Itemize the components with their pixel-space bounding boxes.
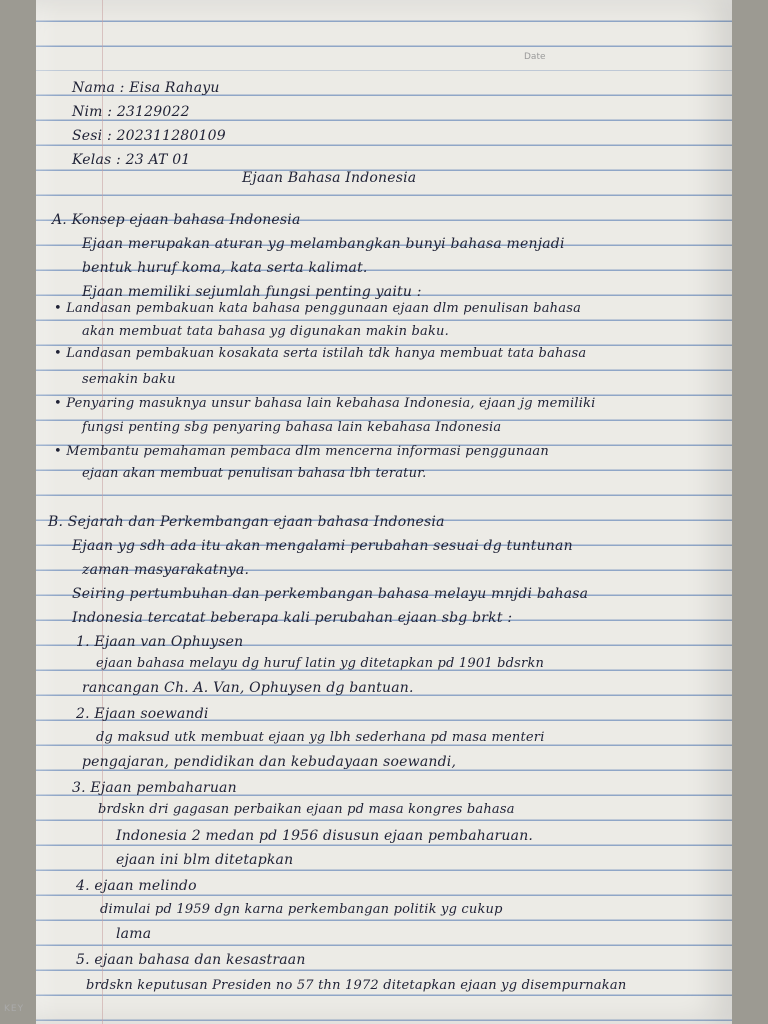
section-a-heading: A. Konsep ejaan bahasa Indonesia bbox=[52, 212, 301, 228]
section-b-subheading: 3. Ejaan pembaharuan bbox=[72, 780, 237, 796]
section-b-line: dg maksud utk membuat ejaan yg lbh sederhana pd masa menteri bbox=[96, 730, 545, 745]
notebook-page bbox=[36, 0, 732, 1024]
section-b-line: Seiring pertumbuhan dan perkembangan bahasa melayu mnjdi bahasa bbox=[72, 586, 589, 602]
section-a-line: Ejaan memiliki sejumlah fungsi penting yaitu : bbox=[82, 284, 422, 300]
bleed-through-text bbox=[606, 60, 756, 210]
section-b-line: Ejaan yg sdh ada itu akan mengalami perubahan sesuai dg tuntunan bbox=[72, 538, 573, 554]
section-b-line: ejaan bahasa melayu dg huruf latin yg ditetapkan pd 1901 bdsrkn bbox=[96, 656, 545, 671]
section-b-line: rancangan Ch. A. Van, Ophuysen dg bantuan. bbox=[82, 680, 414, 696]
section-a-line: Ejaan merupakan aturan yg melambangkan bunyi bahasa menjadi bbox=[82, 236, 565, 252]
page-title: Ejaan Bahasa Indonesia bbox=[242, 170, 417, 186]
student-class: Kelas : 23 AT 01 bbox=[72, 152, 191, 168]
section-a-line: ejaan akan membuat penulisan bahasa lbh teratur. bbox=[82, 466, 427, 481]
section-b-line: Indonesia tercatat beberapa kali perubahan ejaan sbg brkt : bbox=[72, 610, 513, 626]
section-a-bullet: • Landasan pembakuan kosakata serta istilah tdk hanya membuat tata bahasa bbox=[54, 346, 587, 361]
section-b-heading: B. Sejarah dan Perkembangan ejaan bahasa Indonesia bbox=[48, 514, 445, 530]
section-b-line: zaman masyarakatnya. bbox=[82, 562, 250, 578]
date-label: Date bbox=[524, 52, 546, 62]
section-a-bullet: • Penyaring masuknya unsur bahasa lain kebahasa Indonesia, ejaan jg memiliki bbox=[54, 396, 596, 411]
watermark: KEY bbox=[4, 1004, 25, 1014]
section-b-subheading: 5. ejaan bahasa dan kesastraan bbox=[76, 952, 306, 968]
section-b-line: lama bbox=[116, 926, 152, 942]
section-a-line: semakin baku bbox=[82, 372, 176, 387]
student-nim: Nim : 23129022 bbox=[72, 104, 190, 120]
section-b-line: dimulai pd 1959 dgn karna perkembangan politik yg cukup bbox=[100, 902, 503, 917]
section-b-line: ejaan ini blm ditetapkan bbox=[116, 852, 294, 868]
section-b-subheading: 2. Ejaan soewandi bbox=[76, 706, 209, 722]
section-b-line: brdskn keputusan Presiden no 57 thn 1972 ditetapkan ejaan yg disempurnakan bbox=[86, 978, 627, 993]
section-b-subheading: 4. ejaan melindo bbox=[76, 878, 197, 894]
section-a-line: bentuk huruf koma, kata serta kalimat. bbox=[82, 260, 368, 276]
section-a-line: fungsi penting sbg penyaring bahasa lain kebahasa Indonesia bbox=[82, 420, 502, 435]
section-b-line: pengajaran, pendidikan dan kebudayaan soewandi, bbox=[82, 754, 457, 770]
section-b-line: Indonesia 2 medan pd 1956 disusun ejaan pembaharuan. bbox=[116, 828, 534, 844]
student-session: Sesi : 202311280109 bbox=[72, 128, 226, 144]
student-name: Nama : Eisa Rahayu bbox=[72, 80, 220, 96]
section-b-line: brdskn dri gagasan perbaikan ejaan pd masa kongres bahasa bbox=[98, 802, 515, 817]
section-a-line: akan membuat tata bahasa yg digunakan makin baku. bbox=[82, 324, 449, 339]
section-a-bullet: • Landasan pembakuan kata bahasa penggunaan ejaan dlm penulisan bahasa bbox=[54, 301, 582, 316]
section-b-subheading: 1. Ejaan van Ophuysen bbox=[76, 634, 244, 650]
section-a-bullet: • Membantu pemahaman pembaca dlm mencerna informasi penggunaan bbox=[54, 444, 549, 459]
